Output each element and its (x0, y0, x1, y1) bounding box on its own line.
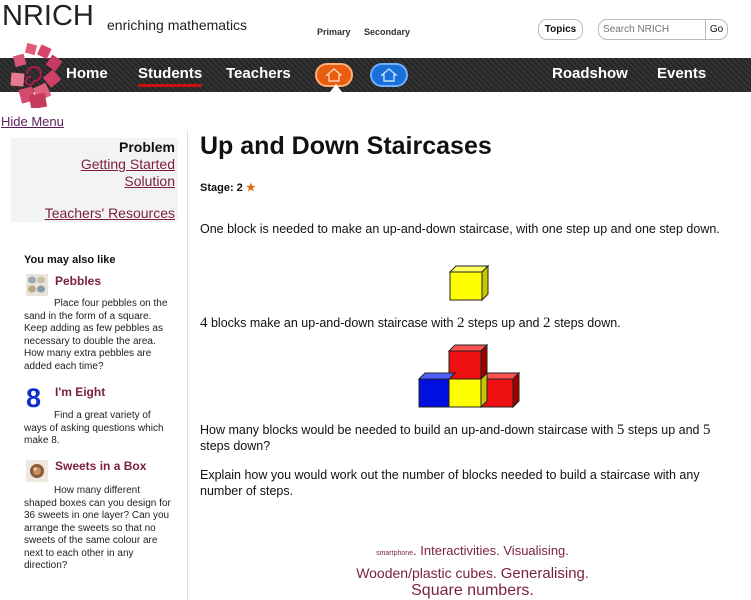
tag-cloud-line-2: Wooden/plastic cubes. Generalising. (356, 565, 589, 582)
header (0, 0, 751, 58)
p2-num-2: 2 (456, 315, 465, 331)
secondary-label: Secondary (364, 27, 411, 37)
tag-cloud-line-3: Square numbers. (411, 582, 534, 599)
paragraph-4: Explain how you would work out the number of blocks needed to build a staircase with any number of steps. (200, 468, 700, 498)
brand-name[interactable]: NRICH (2, 0, 94, 32)
tag-smartphone[interactable]: smartphone (376, 550, 414, 557)
main-nav (0, 58, 751, 92)
sidebar-divider (187, 131, 188, 600)
secondary-home-button[interactable] (370, 63, 408, 87)
search-input[interactable] (599, 20, 705, 39)
menu-solution[interactable]: Solution (124, 173, 175, 189)
nav-students[interactable] (138, 65, 202, 82)
related-desc-im-eight: Find a great variety of ways of asking questions which make 8. (24, 410, 164, 446)
p3-num-1: 5 (616, 422, 625, 438)
topics-button[interactable]: Topics (538, 19, 583, 40)
p2-text-3: steps down. (550, 316, 621, 330)
p3-text-2: steps up and (624, 423, 703, 437)
related-desc-sweets: How many different shaped boxes can you design for 36 sweets in one layer? Can you arrange the sweets so that no sweets of the same colour are next to each other in any direction? (24, 485, 171, 571)
primary-label: Primary (317, 27, 351, 37)
related-desc-pebbles: Place four pebbles on the sand in the form of a square. Keep adding as few pebbles as necessary to double the area. How many extra pebbles are added each time? (24, 298, 168, 372)
menu-problem[interactable]: Problem (118, 139, 175, 155)
page-title: Up and Down Staircases (200, 132, 492, 160)
tag-visualising[interactable]: Visualising (503, 543, 566, 558)
nrich-logo-icon[interactable] (6, 42, 62, 108)
p2-num-3: 2 (542, 315, 551, 331)
also-like-heading: You may also like (24, 254, 116, 266)
related-title-sweets[interactable]: Sweets in a Box (55, 459, 147, 473)
p3-text-3: steps down? (200, 439, 271, 453)
active-underline (138, 84, 202, 87)
search-box (598, 19, 728, 40)
star-icon: ★ (245, 182, 256, 194)
brand-tagline: enriching mathematics (107, 17, 248, 33)
menu-getting-started[interactable]: Getting Started (80, 156, 175, 172)
nav-roadshow[interactable]: Roadshow (552, 65, 628, 82)
single-cube-image (448, 264, 490, 302)
p2-text-2: steps up and (464, 316, 543, 330)
p2-text-1: blocks make an up-and-down staircase with (207, 316, 457, 330)
sweets-thumbnail-icon[interactable] (26, 460, 48, 482)
p3-num-2: 5 (702, 422, 711, 438)
house-icon (326, 68, 342, 82)
tag-interactivities[interactable]: Interactivities (420, 543, 497, 558)
p2-num-1: 4 (200, 315, 208, 331)
related-title-pebbles[interactable]: Pebbles (55, 274, 102, 288)
eight-thumbnail-icon[interactable]: 8 (26, 383, 42, 413)
staircase-4-blocks-image (417, 343, 523, 409)
paragraph-2 (200, 315, 740, 331)
search-go-button[interactable]: Go (705, 20, 727, 39)
stage-text: Stage: 2 (200, 182, 243, 194)
hide-menu-link[interactable]: Hide Menu (1, 114, 64, 129)
p3-text-1: How many blocks would be needed to build an up-and-down staircase with (200, 423, 617, 437)
problem-menu (11, 138, 178, 222)
paragraph-3 (200, 422, 740, 454)
house-icon (381, 68, 397, 82)
nav-pointer (330, 84, 342, 92)
nav-teachers[interactable]: Teachers (226, 65, 291, 82)
nav-events[interactable]: Events (657, 65, 707, 82)
pebbles-thumbnail-icon[interactable] (26, 274, 48, 296)
related-title-im-eight[interactable]: I'm Eight (55, 385, 106, 399)
menu-teachers-resources[interactable]: Teachers' Resources (44, 205, 175, 221)
tag-square-numbers[interactable]: Square numbers (411, 582, 530, 599)
paragraph-1: One block is needed to make an up-and-down staircase, with one step up and one step down. (200, 222, 720, 236)
nav-students-label: Students (138, 65, 203, 82)
tag-wooden-cubes[interactable]: Wooden/plastic cubes (356, 565, 493, 581)
stage-label (200, 181, 256, 194)
nav-home[interactable]: Home (66, 65, 108, 82)
tag-cloud-line-1: smartphone. Interactivities. Visualising. (376, 543, 569, 558)
tag-generalising[interactable]: Generalising (500, 565, 585, 582)
